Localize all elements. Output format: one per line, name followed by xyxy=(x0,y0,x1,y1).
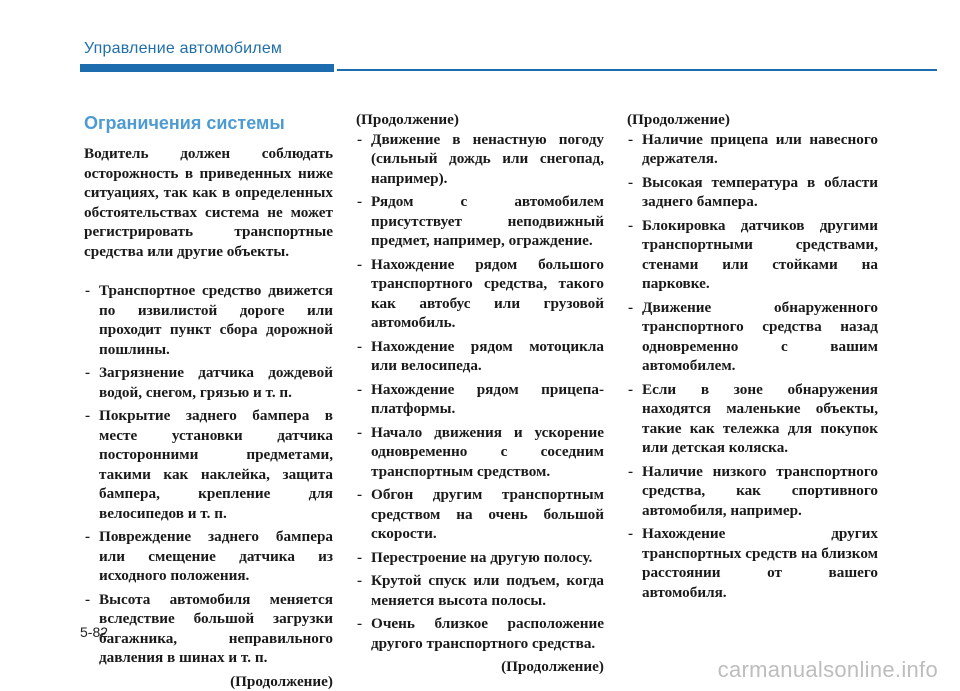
header-rule-thin xyxy=(337,69,937,71)
column-2 xyxy=(356,110,604,677)
list-item: - Начало движения и ускорение одновременно с соседним транспортным средством. xyxy=(356,423,604,482)
header-title: Управление автомобилем xyxy=(84,40,282,58)
continued-label: (Продолжение) xyxy=(356,657,604,677)
list-item: - Нахождение других транспортных средств на близком расстоянии от вашего автомобиля. xyxy=(627,524,878,602)
list-item: - Покрытие заднего бампера в месте установки датчика посторонними предметами, такими как наклейка, защита бампера, крепление для велосипедов и т. п. xyxy=(84,406,333,523)
list-item: - Блокировка датчиков другими транспортными средствами, стенами или стойками на парковке. xyxy=(627,216,878,294)
list-item: - Движение в ненастную погоду (сильный дождь или снегопад, например). xyxy=(356,130,604,189)
list-item: - Перестроение на другую полосу. xyxy=(356,548,604,568)
list-item: - Рядом с автомобилем присутствует неподвижный предмет, например, ограждение. xyxy=(356,192,604,251)
continued-label: (Продолжение) xyxy=(627,110,878,130)
watermark: carmanualsonline.info xyxy=(718,657,938,683)
page-number: 5-82 xyxy=(80,624,108,640)
list-item: - Очень близкое расположение другого транспортного средства. xyxy=(356,614,604,653)
list-item: - Высота автомобиля меняется вследствие большой загрузки багажника, неправильного давления в шинах и т. п. xyxy=(84,590,333,668)
intro-paragraph: Водитель должен соблюдать осторожность в приведенных ниже ситуациях, так как в определенных обстоятельствах система не может регистрировать транспортные средства или другие объекты. xyxy=(84,144,333,261)
limitations-list-2 xyxy=(356,130,604,654)
list-item: - Нахождение рядом прицепа-платформы. xyxy=(356,380,604,419)
header-rule-thick xyxy=(80,64,334,72)
limitations-list-3 xyxy=(627,130,878,603)
list-item: - Обгон другим транспортным средством на очень большой скорости. xyxy=(356,485,604,544)
column-1 xyxy=(84,104,333,691)
list-item: - Наличие прицепа или навесного держателя. xyxy=(627,130,878,169)
list-item: - Наличие низкого транспортного средства, как спортивного автомобиля, например. xyxy=(627,462,878,521)
list-item: - Повреждение заднего бампера или смещение датчика из исходного положения. xyxy=(84,527,333,586)
limitations-list-1 xyxy=(84,281,333,668)
section-title: Ограничения системы xyxy=(84,112,333,134)
list-item: - Движение обнаруженного транспортного средства назад одновременно с вашим автомобилем. xyxy=(627,298,878,376)
list-item: - Высокая температура в области заднего бампера. xyxy=(627,173,878,212)
list-item: - Загрязнение датчика дождевой водой, снегом, грязью и т. п. xyxy=(84,363,333,402)
column-3 xyxy=(627,110,878,606)
list-item: - Крутой спуск или подъем, когда меняется высота полосы. xyxy=(356,571,604,610)
continued-label: (Продолжение) xyxy=(84,672,333,691)
continued-label: (Продолжение) xyxy=(356,110,604,130)
list-item: - Нахождение рядом большого транспортного средства, такого как автобус или грузовой автомобиль. xyxy=(356,255,604,333)
list-item: - Транспортное средство движется по извилистой дороге или проходит пункт сбора дорожной пошлины. xyxy=(84,281,333,359)
list-item: - Нахождение рядом мотоцикла или велосипеда. xyxy=(356,337,604,376)
list-item: - Если в зоне обнаружения находятся маленькие объекты, такие как тележка для покупок или детская коляска. xyxy=(627,380,878,458)
